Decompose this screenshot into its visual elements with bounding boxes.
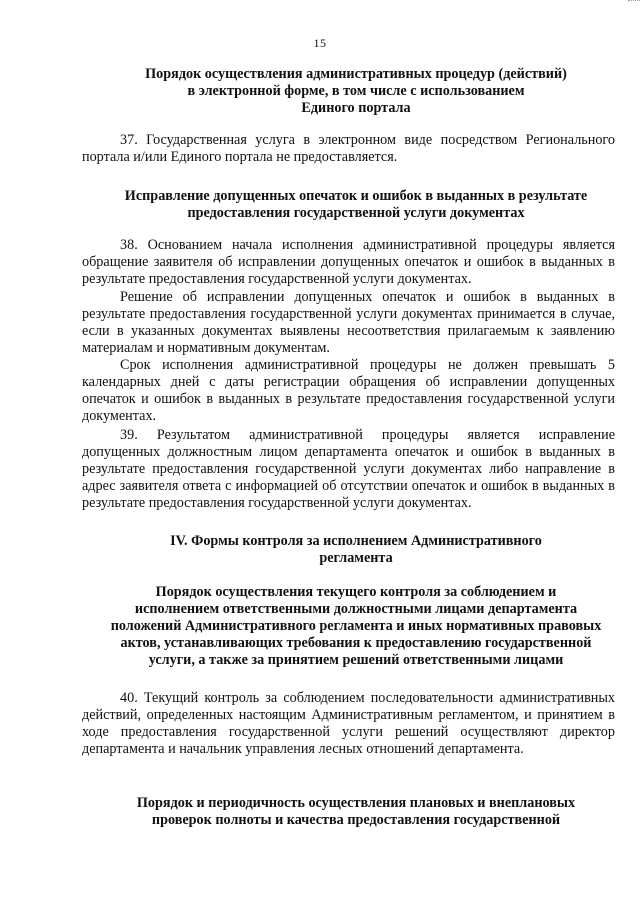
heading-line: положений Административного регламента и иных нормативных правовых [110,618,602,634]
heading-line: исполнением ответственными должностными лицами департамента [134,601,578,617]
heading-line: Порядок осуществления административных процедур (действий) [145,66,567,82]
heading-section-iv [96,533,616,567]
heading-line: Единого портала [301,100,411,116]
heading-line: услуги, а также за принятием решений ответственными лицами [148,652,564,668]
paragraph-38-term: Срок исполнения административной процедуры не должен превышать 5 календарных дней с даты регистрации обращения об исправлении допущенных опечаток и ошибок в выданных в результате предоставления государственной услуги документах. [82,357,615,424]
heading-inspections [96,795,616,829]
heading-line: регламента [319,550,393,566]
heading-current-control [96,584,616,669]
page-number: 15 [313,36,327,50]
heading-corrections [96,188,616,222]
heading-line: Исправление допущенных опечаток и ошибок в выданных в результате [124,188,588,204]
paragraph-37: 37. Государственная услуга в электронном виде посредством Регионального портала и/или Единого портала не предоставляется. [82,132,615,165]
heading-line: Порядок и периодичность осуществления плановых и внеплановых [136,795,576,811]
heading-electronic-procedures [96,66,616,117]
paragraph-40: 40. Текущий контроль за соблюдением последовательности административных действий, определенных настоящим Административным регламентом, и принятием в ходе предоставления государственной услуги решений осуществляют директор департамента и начальник управления лесных отношений департамента. [82,690,615,757]
heading-line: актов, устанавливающих требования к предоставлению государственной [120,635,592,651]
paragraph-39: 39. Результатом административной процедуры является исправление допущенных должностным лицом департамента опечаток и ошибок в выданных в результате предоставления государственной услуги документах либо направление в адрес заявителя ответа с информацией об отсутствии опечаток и ошибок в выданных в результате предоставления государственной услуги документах. [82,427,615,511]
heading-line: IV. Формы контроля за исполнением Административного [170,533,542,549]
heading-line: в электронной форме, в том числе с использованием [187,83,525,99]
corner-mark [628,0,640,4]
paragraph-38: 38. Основанием начала исполнения административной процедуры является обращение заявителя об исправлении допущенных опечаток и ошибок в выданных в результате предоставления государственной услуги документах. [82,237,615,287]
heading-line: Порядок осуществления текущего контроля за соблюдением и [155,584,557,600]
heading-line: проверок полноты и качества предоставления государственной [151,812,561,828]
heading-line: предоставления государственной услуги документах [187,205,525,221]
paragraph-38-decision: Решение об исправлении допущенных опечаток и ошибок в выданных в результате предоставления государственной услуги документах принимается в случае, если в указанных документах выявлены несоответствия прилагаемым к заявлению материалам и нормативным документам. [82,289,615,356]
